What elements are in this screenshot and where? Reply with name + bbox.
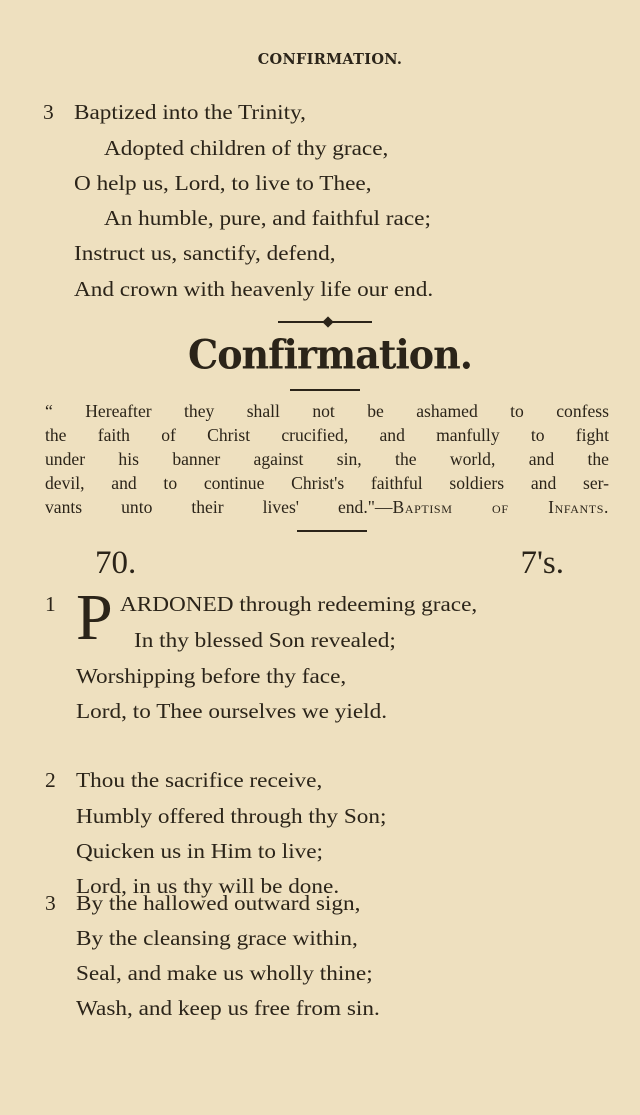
verse-line: Worshipping before thy face,: [76, 664, 347, 688]
hymn-number: 70.: [95, 545, 137, 581]
epigraph-source: Baptism of Infants.: [392, 497, 610, 517]
verse-line: Baptized into the Trinity,: [74, 100, 306, 124]
stanza-number: 1: [45, 592, 56, 616]
verse-line: Lord, to Thee ourselves we yield.: [76, 699, 388, 723]
verse-line: And crown with heavenly life our end.: [74, 277, 434, 301]
divider-diamond: [322, 316, 333, 327]
stanza-number: 3: [43, 100, 54, 124]
verse-line: Thou the sacrifice receive,: [76, 768, 323, 792]
verse-line: Instruct us, sanctify, defend,: [74, 241, 336, 265]
stanza-number: 2: [45, 768, 56, 792]
verse-line: Lord, in us thy will be done.: [76, 874, 340, 898]
verse-line: Adopted children of thy grace,: [104, 136, 389, 160]
epigraph: [45, 399, 609, 519]
verse-line: By the cleansing grace within,: [76, 926, 358, 950]
epigraph-rule: [297, 530, 367, 532]
section-title: Confirmation.: [187, 330, 473, 379]
hymn-meter: 7's.: [520, 545, 564, 581]
epigraph-line: “ Hereafter they shall not be ashamed to confess: [45, 401, 609, 421]
verse-line: In thy blessed Son revealed;: [134, 628, 396, 652]
running-header: CONFIRMATION.: [257, 51, 403, 68]
epigraph-line: vants unto their lives' end."—: [45, 497, 393, 517]
title-rule: [290, 389, 360, 391]
verse-line: By the hallowed outward sign,: [76, 891, 361, 915]
drop-cap: P: [76, 581, 113, 654]
verse-line: An humble, pure, and faithful race;: [104, 206, 431, 230]
epigraph-line: devil, and to continue Christ's faithful soldiers and ser-: [45, 473, 609, 493]
verse-line: O help us, Lord, to live to Thee,: [74, 171, 372, 195]
verse-line: Quicken us in Him to live;: [76, 839, 324, 863]
epigraph-line: the faith of Christ crucified, and manfully to fight: [45, 425, 609, 445]
verse-line: Wash, and keep us free from sin.: [76, 996, 380, 1020]
epigraph-line: under his banner against sin, the world, and the: [45, 449, 609, 469]
verse-line: Humbly offered through thy Son;: [76, 804, 387, 828]
verse-line: ARDONED through redeeming grace,: [120, 592, 478, 616]
stanza-number: 3: [45, 891, 56, 915]
verse-line: Seal, and make us wholly thine;: [76, 961, 373, 985]
